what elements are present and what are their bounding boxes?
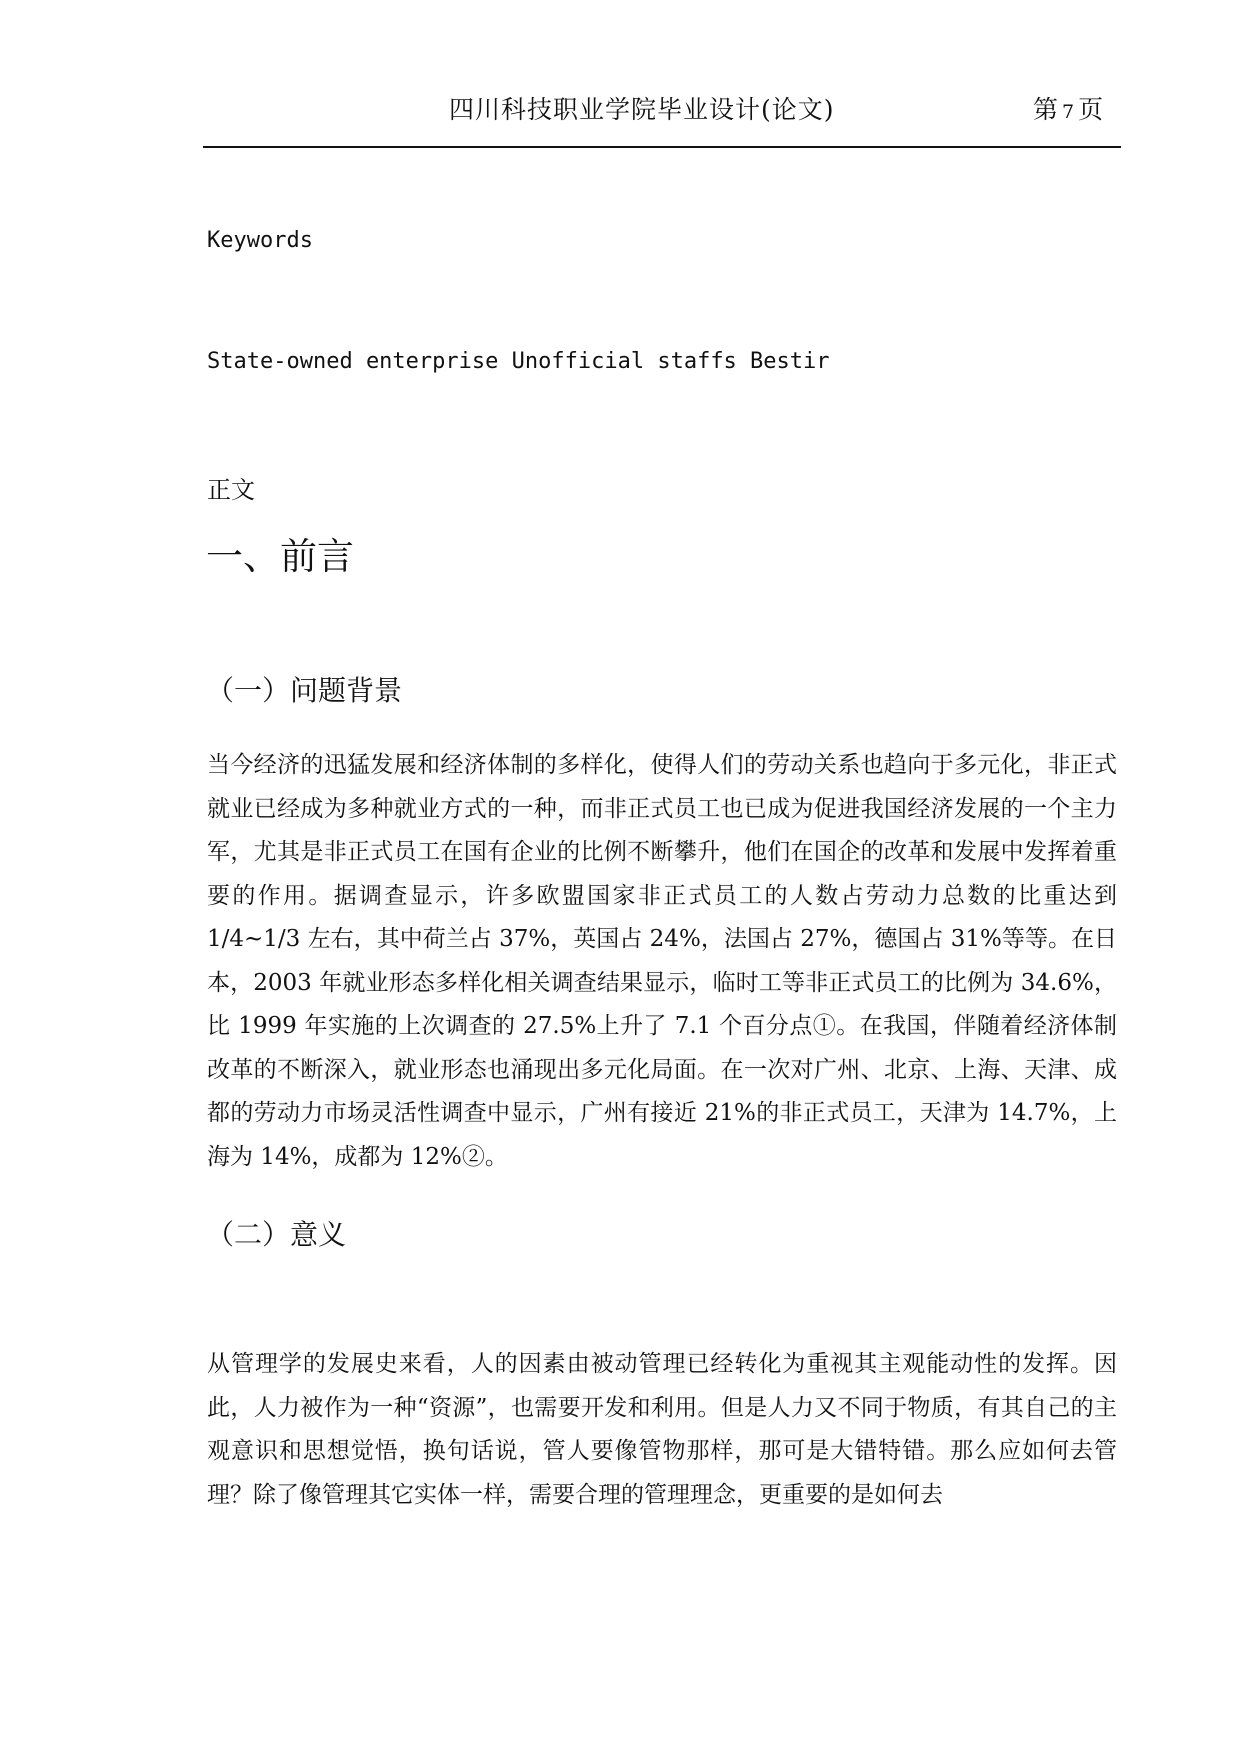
page-header <box>203 84 1121 148</box>
page-suffix: 页 <box>1078 95 1104 124</box>
body-label: 正文 <box>207 476 255 504</box>
header-page-number <box>1033 90 1103 126</box>
significance-paragraph: 从管理学的发展史来看，人的因素由被动管理已经转化为重视其主观能动性的发挥。因此，人力被作为一种“资源”，也需要开发和利用。但是人力又不同于物质，有其自己的主观意识和思想觉悟，换句话说，管人要像管物那样，那可是大错特错。那么应如何去管理？除了像管理其它实体一样，需要合理的管理理念，更重要的是如何去 <box>207 1351 1117 1508</box>
background-paragraph: 当今经济的迅猛发展和经济体制的多样化，使得人们的劳动关系也趋向于多元化，非正式就业已经成为多种就业方式的一种，而非正式员工也已成为促进我国经济发展的一个主力军，尤其是非正式员工在国有企业的比例不断攀升，他们在国企的改革和发展中发挥着重要的作用。据调查显示，许多欧盟国家非正式员工的人数占劳动力总数的比重达到 1/4~1/3 左右，其中荷兰占 37%，英国占 24%，法国占 27%，德国占 31%等等。在日本，2003 年就业形态多样化相关调查结果显示，临时工等非正式员工的比例为 34.6%，比 1999 年实施的上次调查的 27.5%上升了 7.1 个百分点①。在我国，伴随着经济体制改革的不断深入，就业形态也涌现出多元化局面。在一次对广州、北京、上海、天津、成都的劳动力市场灵活性调查中显示，广州有接近 21%的非正式员工，天津为 14.7%，上海为 14%，成都为 12%②。 <box>207 752 1117 1170</box>
subsection-title-background: （一）问题背景 <box>206 674 403 707</box>
header-title: 四川科技职业学院毕业设计(论文) <box>449 95 835 124</box>
section-title-preface: 一、前言 <box>206 535 354 578</box>
page-number: 7 <box>1062 101 1075 123</box>
keywords-label: Keywords <box>207 228 313 253</box>
keywords-value: State-owned enterprise Unofficial staffs Bestir <box>207 349 830 374</box>
page-prefix: 第 <box>1033 95 1059 124</box>
subsection-title-significance: （二）意义 <box>206 1218 347 1251</box>
